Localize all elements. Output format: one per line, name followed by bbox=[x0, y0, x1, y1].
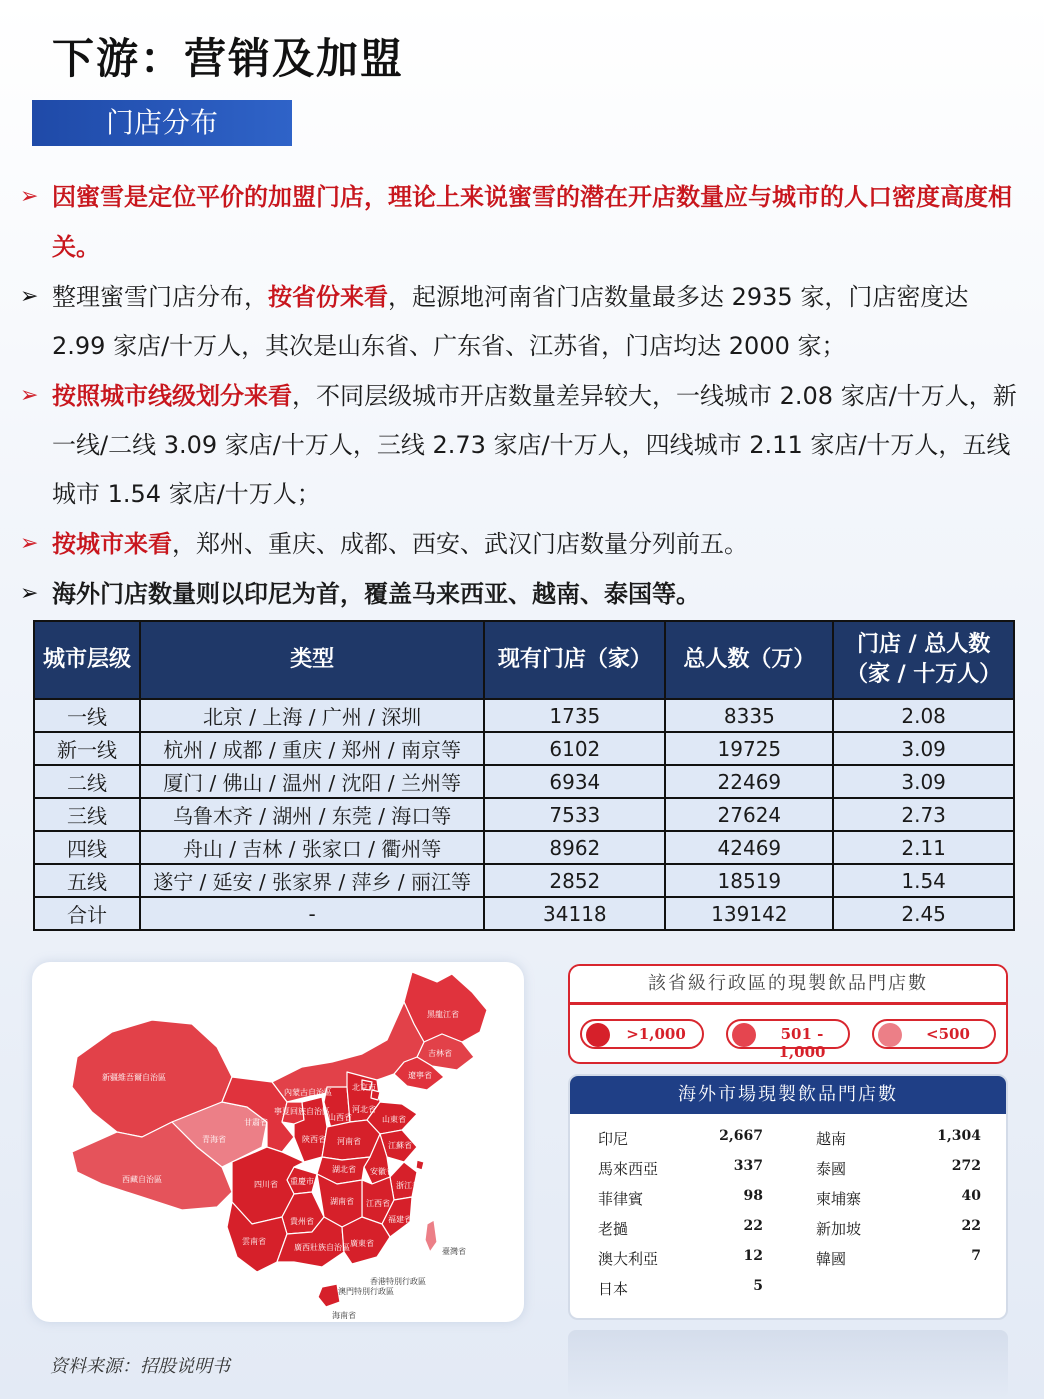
country-name: 印尼 bbox=[598, 1130, 629, 1148]
country-value: 337 bbox=[733, 1158, 763, 1174]
label-sichuan: 四川省 bbox=[254, 1180, 278, 1189]
cell-density: 1.54 bbox=[833, 864, 1014, 897]
header-population: 总人数（万） bbox=[665, 621, 833, 699]
city-tier-table bbox=[33, 620, 1015, 931]
region-shanghai bbox=[416, 1160, 424, 1170]
cell-tier: 四线 bbox=[34, 831, 140, 864]
cell-population: 18519 bbox=[665, 864, 833, 897]
label-jilin: 吉林省 bbox=[428, 1049, 452, 1058]
header-density bbox=[833, 621, 1014, 699]
bullet-list bbox=[20, 172, 1020, 619]
bullet-highlight: 按照城市线级划分来看 bbox=[52, 381, 292, 410]
bullet-highlight: 按城市来看 bbox=[52, 529, 172, 558]
country-name: 澳大利亞 bbox=[598, 1250, 659, 1268]
legend-label: <500 bbox=[926, 1025, 970, 1043]
table-row bbox=[34, 732, 1014, 765]
cell-density: 2.11 bbox=[833, 831, 1014, 864]
legend-row bbox=[570, 1005, 1006, 1064]
country-value: 7 bbox=[971, 1248, 981, 1264]
list-item bbox=[598, 1278, 988, 1308]
legend-title: 該省級行政區的現製飲品門店數 bbox=[570, 966, 1006, 1005]
overseas-title: 海外市場現製飲品門店數 bbox=[570, 1076, 1006, 1114]
list-item bbox=[598, 1188, 988, 1218]
cell-population: 139142 bbox=[665, 897, 833, 930]
card-reflection bbox=[568, 1330, 1008, 1399]
country-value: 5 bbox=[753, 1278, 763, 1294]
label-anhui: 安徽省 bbox=[370, 1167, 394, 1176]
list-item bbox=[598, 1158, 988, 1188]
bullet-3 bbox=[20, 371, 1020, 519]
country-value: 1,304 bbox=[937, 1128, 981, 1144]
cell-stores: 34118 bbox=[484, 897, 665, 930]
header-stores: 现有门店（家） bbox=[484, 621, 665, 699]
bullet-text: 整理蜜雪门店分布， bbox=[52, 283, 268, 311]
legend-item-mid bbox=[726, 1019, 850, 1061]
cell-population: 8335 bbox=[665, 699, 833, 732]
label-beijing: 北京市 bbox=[352, 1083, 376, 1092]
label-fujian: 福建省 bbox=[388, 1215, 412, 1224]
label-shandong: 山東省 bbox=[382, 1115, 406, 1124]
list-item bbox=[598, 1218, 988, 1248]
header-density-line1: 门店 / 总人数 bbox=[856, 632, 991, 657]
china-map bbox=[32, 962, 524, 1322]
country-name: 日本 bbox=[598, 1280, 629, 1298]
country-value: 40 bbox=[961, 1188, 981, 1204]
list-item bbox=[598, 1128, 988, 1158]
cell-tier: 一线 bbox=[34, 699, 140, 732]
country-name: 老撾 bbox=[598, 1220, 629, 1238]
cell-tier: 新一线 bbox=[34, 732, 140, 765]
cell-population: 42469 bbox=[665, 831, 833, 864]
bullet-highlight: 按省份来看 bbox=[268, 282, 388, 311]
label-xinjiang: 新疆維吾爾自治區 bbox=[102, 1073, 166, 1082]
arrow-icon: ➢ bbox=[20, 284, 39, 309]
country-name: 柬埔寨 bbox=[816, 1190, 862, 1208]
label-jiangxi: 江西省 bbox=[366, 1199, 390, 1208]
cell-type: 遂宁 / 延安 / 张家界 / 萍乡 / 丽江等 bbox=[140, 864, 484, 897]
page-title: 下游：营销及加盟 bbox=[52, 34, 405, 83]
label-taiwan: 臺灣省 bbox=[442, 1247, 466, 1256]
country-value: 98 bbox=[743, 1188, 763, 1204]
table-row bbox=[34, 831, 1014, 864]
bullet-text: ，起源地河南省门店数量最多达 2935 家，门店密度达 2.99 家店/十万人，其次是山东省、广东省、江苏省，门店均达 2000 家； bbox=[52, 283, 969, 360]
table-row bbox=[34, 798, 1014, 831]
country-name: 新加坡 bbox=[816, 1220, 862, 1238]
legend-dot-icon bbox=[586, 1023, 610, 1047]
list-item bbox=[598, 1248, 988, 1278]
header-density-line2: （家 / 十万人） bbox=[845, 662, 1002, 687]
cell-population: 22469 bbox=[665, 765, 833, 798]
cell-type: 厦门 / 佛山 / 温州 / 沈阳 / 兰州等 bbox=[140, 765, 484, 798]
label-shanxi: 山西省 bbox=[328, 1113, 352, 1122]
country-name: 菲律賓 bbox=[598, 1190, 644, 1208]
arrow-icon: ➢ bbox=[20, 383, 39, 408]
label-yunnan: 雲南省 bbox=[242, 1237, 266, 1246]
overseas-card bbox=[568, 1074, 1008, 1320]
legend-label: 501 - 1,000 bbox=[778, 1025, 826, 1061]
label-shanghai: 上海市 bbox=[426, 1165, 450, 1174]
table-row bbox=[34, 864, 1014, 897]
cell-density: 2.45 bbox=[833, 897, 1014, 930]
table-row bbox=[34, 765, 1014, 798]
cell-stores: 6102 bbox=[484, 732, 665, 765]
cell-stores: 7533 bbox=[484, 798, 665, 831]
label-hongkong: 香港特別行政區 bbox=[370, 1277, 426, 1286]
cell-density: 3.09 bbox=[833, 765, 1014, 798]
arrow-icon: ➢ bbox=[20, 184, 39, 209]
bullet-4 bbox=[20, 519, 1020, 569]
bullet-text: 因蜜雪是定位平价的加盟门店，理论上来说蜜雪的潜在开店数量应与城市的人口密度高度相关。 bbox=[52, 182, 1012, 261]
cell-stores: 8962 bbox=[484, 831, 665, 864]
region-taiwan bbox=[425, 1220, 437, 1252]
label-guangxi: 廣西壯族自治區 bbox=[294, 1243, 350, 1252]
bullet-5 bbox=[20, 569, 1020, 619]
china-label: 中國 bbox=[261, 1029, 287, 1043]
cell-density: 2.08 bbox=[833, 699, 1014, 732]
label-zhejiang: 浙江省 bbox=[396, 1181, 420, 1190]
legend-dot-icon bbox=[878, 1023, 902, 1047]
label-shaanxi: 陝西省 bbox=[302, 1135, 326, 1144]
label-xizang: 西藏自治區 bbox=[122, 1175, 162, 1184]
arrow-icon: ➢ bbox=[20, 531, 39, 556]
label-hunan: 湖南省 bbox=[330, 1197, 354, 1206]
cell-tier: 三线 bbox=[34, 798, 140, 831]
country-value: 2,667 bbox=[719, 1128, 763, 1144]
cell-type: 杭州 / 成都 / 重庆 / 郑州 / 南京等 bbox=[140, 732, 484, 765]
country-name: 馬來西亞 bbox=[598, 1160, 659, 1178]
country-name: 越南 bbox=[816, 1130, 847, 1148]
section-tag: 门店分布 bbox=[32, 100, 292, 146]
cell-type: - bbox=[140, 897, 484, 930]
china-count: 40,000+家 bbox=[250, 1046, 318, 1060]
label-hubei: 湖北省 bbox=[332, 1165, 356, 1174]
cell-density: 2.73 bbox=[833, 798, 1014, 831]
label-liaoning: 遼寧省 bbox=[408, 1071, 432, 1080]
table-row-total bbox=[34, 897, 1014, 930]
cell-tier: 五线 bbox=[34, 864, 140, 897]
cell-density: 3.09 bbox=[833, 732, 1014, 765]
cell-population: 19725 bbox=[665, 732, 833, 765]
label-chongqing: 重慶市 bbox=[290, 1177, 314, 1186]
header-tier: 城市层级 bbox=[34, 621, 140, 699]
label-hebei: 河北省 bbox=[352, 1105, 376, 1114]
table-header-row bbox=[34, 621, 1014, 699]
bullet-text: ，不同层级城市开店数量差异较大，一线城市 2.08 家店/十万人，新一线/二线 3.09 家店/十万人，三线 2.73 家店/十万人，四线城市 2.11 家店/十万人，五线城市 1.54 家店/十万人； bbox=[52, 382, 1017, 508]
china-map-card bbox=[32, 962, 524, 1322]
label-qinghai: 青海省 bbox=[202, 1135, 226, 1144]
label-macau: 澳門特別行政區 bbox=[338, 1287, 394, 1296]
country-value: 272 bbox=[951, 1158, 981, 1174]
header-type: 类型 bbox=[140, 621, 484, 699]
label-guizhou: 貴州省 bbox=[290, 1217, 314, 1226]
country-value: 22 bbox=[743, 1218, 763, 1234]
label-hainan: 海南省 bbox=[332, 1311, 356, 1320]
region-hainan bbox=[318, 1284, 340, 1307]
legend-card bbox=[568, 964, 1008, 1064]
label-guangdong: 廣東省 bbox=[350, 1239, 374, 1248]
label-jiangsu: 江蘇省 bbox=[388, 1141, 412, 1150]
legend-item-low bbox=[872, 1019, 996, 1049]
legend-item-high bbox=[580, 1019, 704, 1049]
table-row bbox=[34, 699, 1014, 732]
label-neimenggu: 內蒙古自治區 bbox=[284, 1088, 332, 1097]
country-name: 泰國 bbox=[816, 1160, 847, 1178]
bullet-1 bbox=[20, 172, 1020, 272]
label-ningxia: 寧夏回族自治區 bbox=[274, 1107, 330, 1116]
legend-label: >1,000 bbox=[626, 1025, 686, 1043]
bullet-text: 海外门店数量则以印尼为首，覆盖马来西亚、越南、泰国等。 bbox=[52, 579, 700, 608]
cell-type: 北京 / 上海 / 广州 / 深圳 bbox=[140, 699, 484, 732]
cell-type: 乌鲁木齐 / 湖州 / 东莞 / 海口等 bbox=[140, 798, 484, 831]
cell-tier: 二线 bbox=[34, 765, 140, 798]
label-tianjin: 天津市 bbox=[380, 1089, 404, 1098]
cell-stores: 2852 bbox=[484, 864, 665, 897]
label-henan: 河南省 bbox=[337, 1137, 361, 1146]
label-heilongjiang: 黑龍江省 bbox=[427, 1010, 459, 1019]
country-name: 韓國 bbox=[816, 1250, 847, 1268]
cell-type: 舟山 / 吉林 / 张家口 / 衢州等 bbox=[140, 831, 484, 864]
cell-population: 27624 bbox=[665, 798, 833, 831]
label-gansu: 甘肅省 bbox=[244, 1118, 268, 1127]
cell-stores: 1735 bbox=[484, 699, 665, 732]
source-note: 资料来源：招股说明书 bbox=[50, 1356, 230, 1377]
country-value: 22 bbox=[961, 1218, 981, 1234]
bullet-2 bbox=[20, 272, 1020, 371]
overseas-list bbox=[598, 1128, 988, 1308]
legend-dot-icon bbox=[732, 1023, 756, 1047]
bullet-text: ，郑州、重庆、成都、西安、武汉门店数量分列前五。 bbox=[172, 530, 748, 558]
arrow-icon: ➢ bbox=[20, 581, 39, 606]
cell-stores: 6934 bbox=[484, 765, 665, 798]
country-value: 12 bbox=[743, 1248, 763, 1264]
cell-tier: 合计 bbox=[34, 897, 140, 930]
